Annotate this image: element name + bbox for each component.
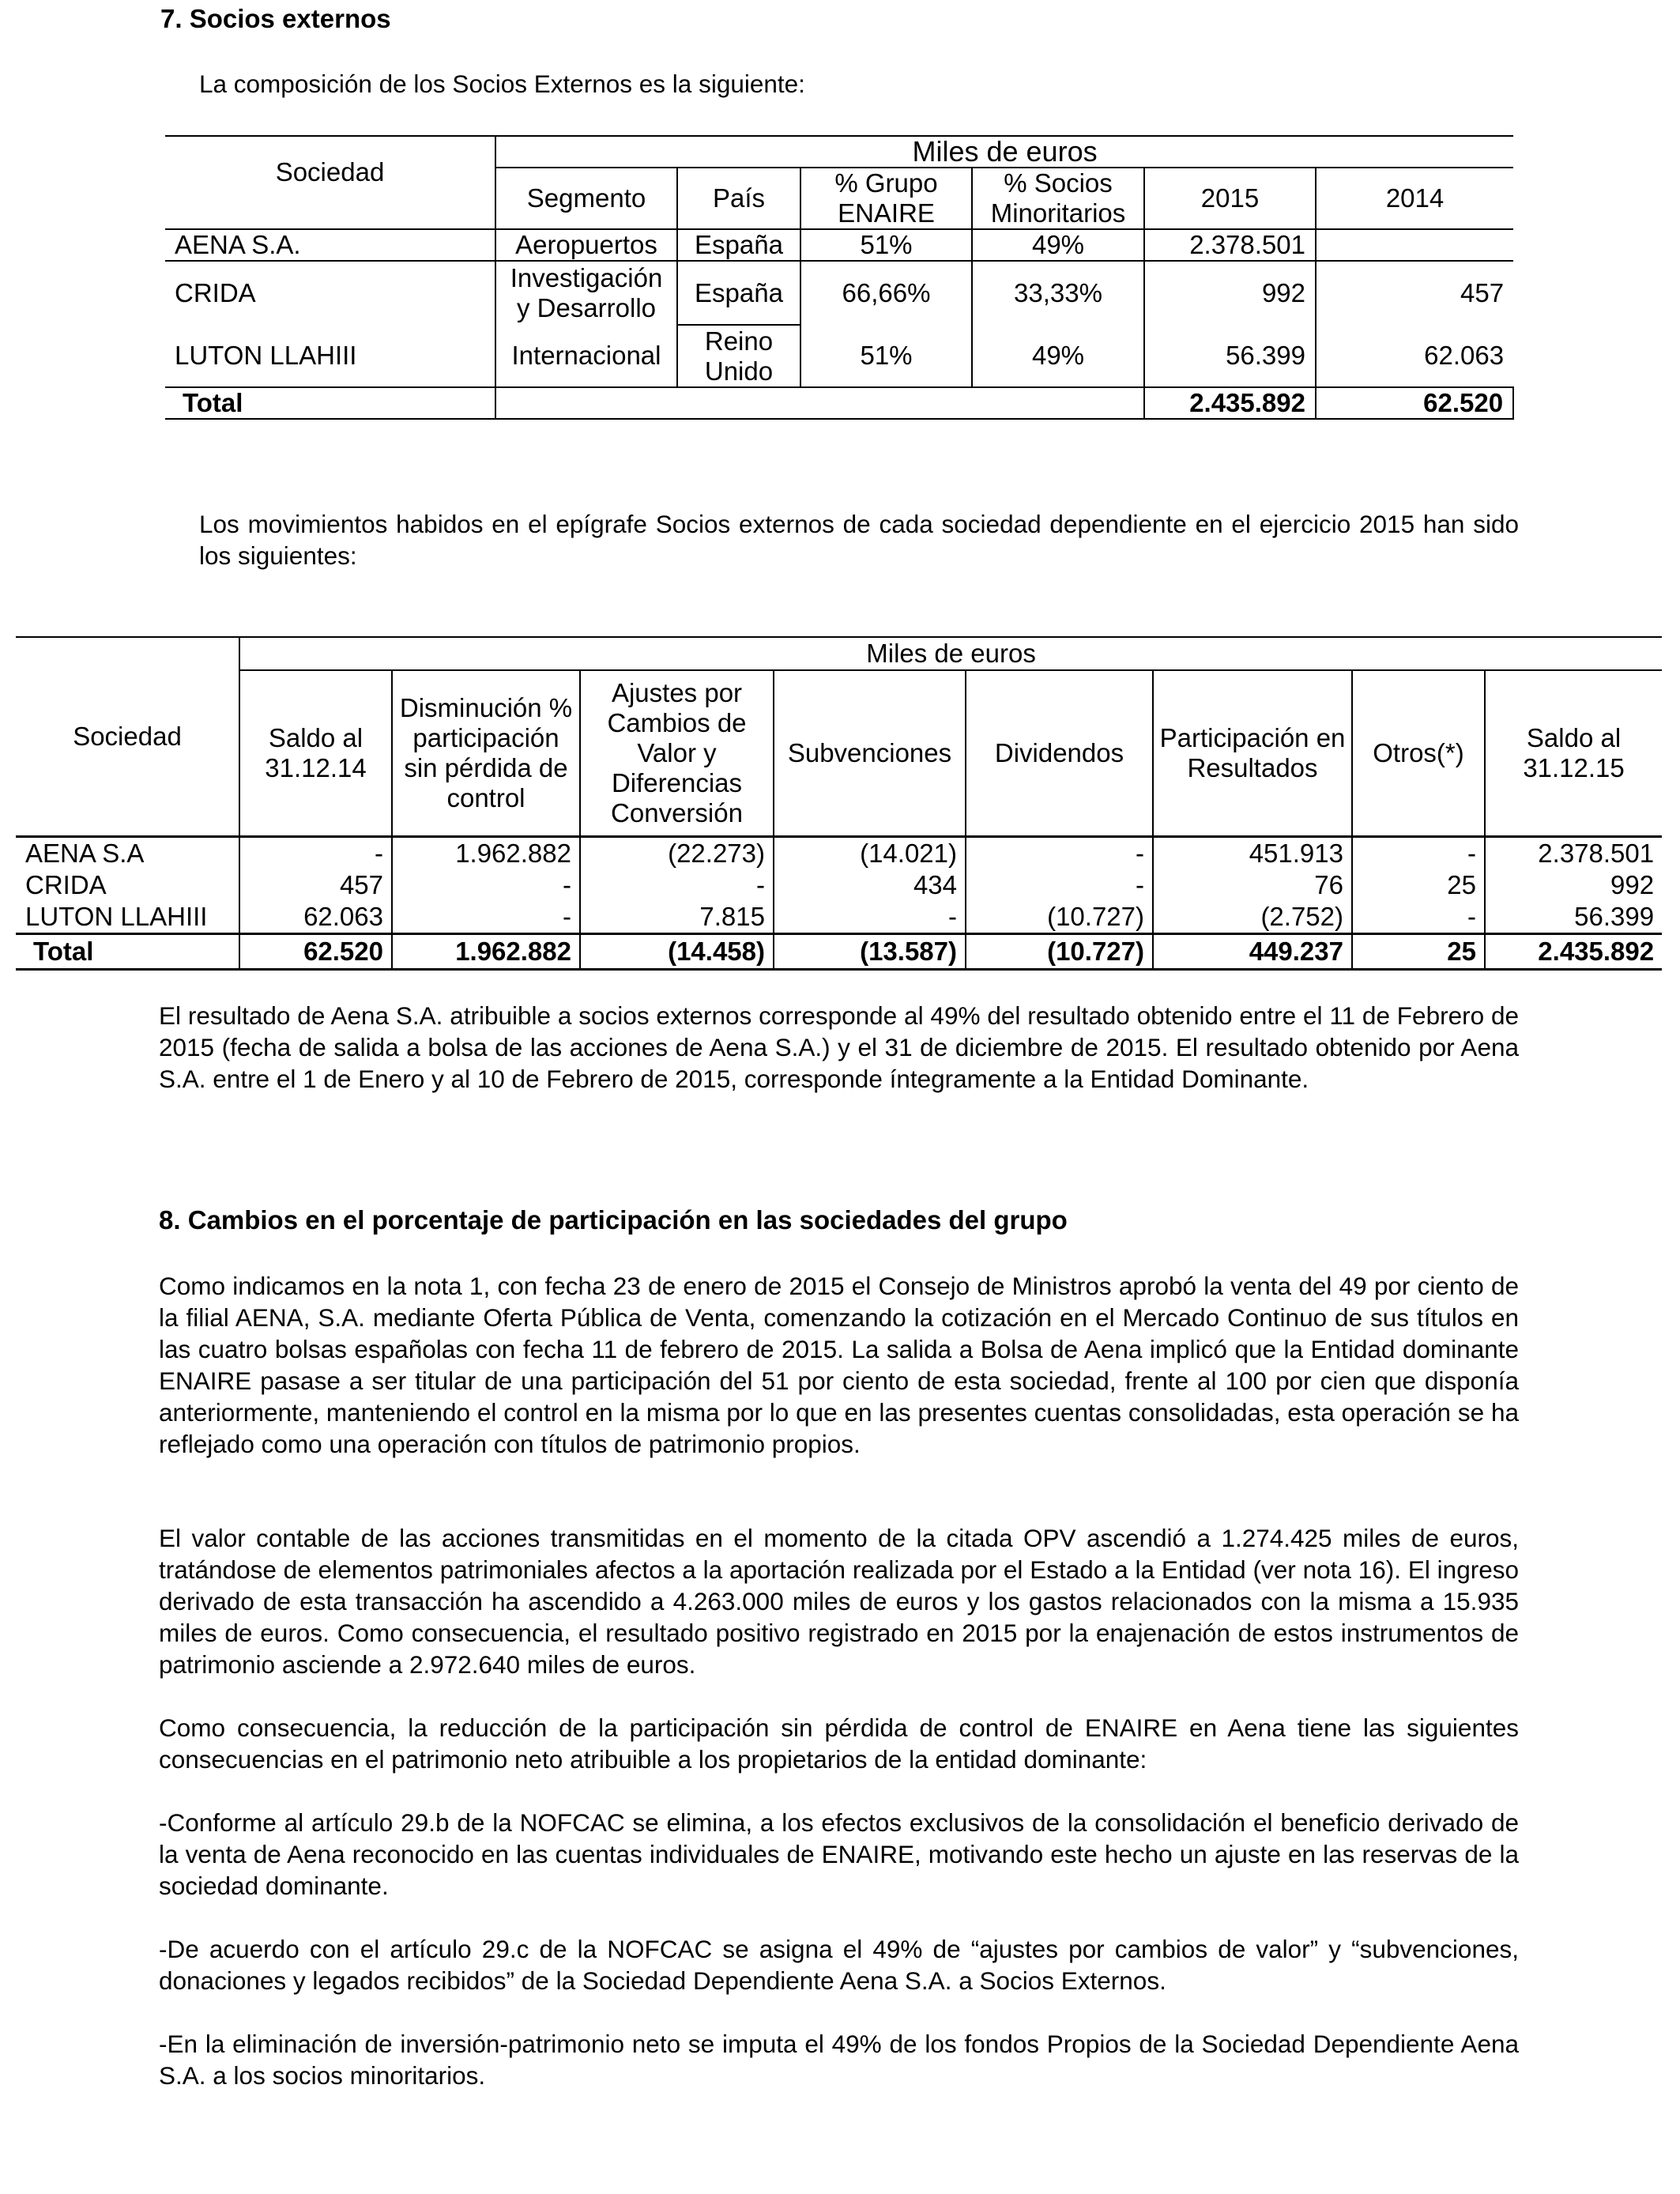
cell-saldo-final: 992 (1610, 870, 1655, 899)
cell-dividendos: - (966, 869, 1153, 901)
header-miles-de-euros: Miles de euros (495, 136, 1513, 168)
cell-sociedad: AENA S.A. (165, 229, 495, 261)
header-2014: 2014 (1316, 168, 1513, 229)
table-row (165, 261, 1513, 325)
total-2014: 62.520 (1316, 387, 1513, 419)
cell-otros: 25 (1352, 869, 1485, 901)
header-2015: 2015 (1144, 168, 1316, 229)
total-label: Total (165, 387, 495, 419)
cell-saldo-final: 56.399 (1485, 901, 1662, 934)
total-dividendos: (10.727) (966, 934, 1153, 970)
cell-segmento: Internacional (495, 325, 677, 387)
section-8-paragraph: El valor contable de las acciones transmitidas en el momento de la citada OPV ascendió a 1.274.425 miles de euros, tratándose de elementos patrimoniales afectos a la aportación realizada por el Estado a la Entidad (ver nota 16). El ingreso derivado de esta transacción ha ascendido a 4.263.000 miles de euros y los gastos relacionados con la misma a 15.935 miles de euros. Como consecuencia, el resultado positivo registrado en 2015 por la enajenación de estos instrumentos de patrimonio asciende a 2.972.640 miles de euros. (159, 1524, 1519, 1679)
table-row (16, 837, 1662, 870)
cell-ajustes: 7.815 (580, 901, 774, 934)
header-pais: País (677, 168, 800, 229)
cell-2014 (1316, 229, 1513, 261)
header-dividendos: Dividendos (966, 670, 1153, 837)
cell-ajustes: (22.273) (580, 837, 774, 870)
section-8-paragraph: -Conforme al artículo 29.b de la NOFCAC se elimina, a los efectos exclusivos de la consolidación el beneficio derivado de la venta de Aena reconocido en las cuentas individuales de ENAIRE, motivando este hecho un ajuste en las reservas de la sociedad dominante. (159, 1808, 1519, 1900)
cell-2014: 457 (1460, 278, 1505, 307)
cell-participacion: 76 (1153, 869, 1352, 901)
header-socios-minoritarios: % Socios Minoritarios (972, 168, 1144, 229)
cell-pais: Reino Unido (677, 325, 800, 387)
cell-sociedad: CRIDA (25, 870, 107, 899)
cell-grupo: 51% (800, 229, 972, 261)
cell-minoritarios: 49% (972, 325, 1144, 387)
total-saldo-final: 2.435.892 (1485, 934, 1662, 970)
header-sociedad: Sociedad (16, 637, 239, 837)
cell-otros: - (1352, 837, 1485, 870)
header-miles-de-euros: Miles de euros (239, 637, 1662, 670)
cell-2015: 56.399 (1144, 325, 1316, 387)
header-otros: Otros(*) (1352, 670, 1485, 837)
cell-grupo: 51% (800, 325, 972, 387)
table-row (165, 229, 1513, 261)
section-8-paragraph: Como indicamos en la nota 1, con fecha 23 de enero de 2015 el Consejo de Ministros aprobó la venta del 49 por ciento de la filial AENA, S.A. mediante Oferta Pública de Venta, comenzando la cotización en el Mercado Continuo de sus títulos en las cuatro bolsas españolas con fecha 11 de febrero de 2015. La salida a Bolsa de Aena implicó que la Entidad dominante ENAIRE pasase a ser titular de una participación del 51 por ciento de esta sociedad, frente al 100 por cien que disponía anteriormente, manteniendo el control en la misma por lo que en las presentes cuentas consolidadas, esta operación se ha reflejado como una operación con títulos de patrimonio propios. (159, 1272, 1519, 1458)
cell-saldo-final: 2.378.501 (1538, 839, 1655, 868)
cell-saldo-inicial: 457 (239, 869, 392, 901)
cell-dividendos: - (966, 837, 1153, 870)
socios-externos-table (165, 135, 1514, 420)
cell-subvenciones: - (774, 901, 966, 934)
cell-grupo: 66,66% (800, 261, 972, 325)
cell-subvenciones: (14.021) (774, 837, 966, 870)
cell-disminucion: 1.962.882 (392, 837, 580, 870)
total-otros: 25 (1352, 934, 1485, 970)
total-ajustes: (14.458) (580, 934, 774, 970)
cell-minoritarios: 33,33% (972, 261, 1144, 325)
total-saldo-inicial: 62.520 (239, 934, 392, 970)
cell-2014: 62.063 (1316, 325, 1513, 387)
cell-minoritarios: 49% (972, 229, 1144, 261)
table-header-row (16, 670, 1662, 837)
header-disminucion: Disminución % participación sin pérdida de control (392, 670, 580, 837)
cell-2015: 992 (1144, 261, 1316, 325)
cell-sociedad: LUTON LLAHIII (16, 901, 239, 934)
cell-sociedad: CRIDA (175, 278, 256, 307)
cell-pais: España (677, 261, 800, 325)
cell-saldo-inicial: - (239, 837, 392, 870)
header-saldo-final: Saldo al 31.12.15 (1485, 670, 1662, 837)
section-8-paragraph: -De acuerdo con el artículo 29.c de la NOFCAC se asigna el 49% de “ajustes por cambios de valor” y “subvenciones, donaciones y legados recibidos” de la Sociedad Dependiente Aena S.A. a Socios Externos. (159, 1935, 1519, 1995)
table-header-row (165, 136, 1513, 168)
cell-participacion: 451.913 (1153, 837, 1352, 870)
total-label: Total (16, 934, 239, 970)
total-disminucion: 1.962.882 (392, 934, 580, 970)
cell-segmento: Aeropuertos (495, 229, 677, 261)
cell-segmento: Investigación y Desarrollo (495, 261, 677, 325)
table-header-row (16, 637, 1662, 670)
cell-2015: 2.378.501 (1144, 229, 1316, 261)
table-row (16, 901, 1662, 934)
total-participacion: 449.237 (1153, 934, 1352, 970)
cell-subvenciones: 434 (774, 869, 966, 901)
total-2015: 2.435.892 (1144, 387, 1316, 419)
cell-participacion: (2.752) (1153, 901, 1352, 934)
section-7-title: 7. Socios externos (160, 4, 391, 33)
section-8-paragraph: -En la eliminación de inversión-patrimonio neto se imputa el 49% de los fondos Propios de la Sociedad Dependiente Aena S.A. a los socios minoritarios. (159, 2030, 1519, 2090)
section-8-paragraph: Como consecuencia, la reducción de la participación sin pérdida de control de ENAIRE en Aena tiene las siguientes consecuencias en el patrimonio neto atribuible a los propietarios de la entidad dominante: (159, 1713, 1519, 1774)
cell-saldo-inicial: 62.063 (239, 901, 392, 934)
total-empty (495, 387, 1144, 419)
section-8-title: 8. Cambios en el porcentaje de participación en las sociedades del grupo (159, 1205, 1068, 1235)
cell-ajustes: - (580, 869, 774, 901)
cell-disminucion: - (392, 901, 580, 934)
total-subvenciones: (13.587) (774, 934, 966, 970)
cell-otros: - (1352, 901, 1485, 934)
header-sociedad: Sociedad (165, 136, 495, 229)
section-7-intro: La composición de los Socios Externos es la siguiente: (199, 70, 805, 98)
header-subvenciones: Subvenciones (774, 670, 966, 837)
header-segmento: Segmento (495, 168, 677, 229)
table-total-row (16, 934, 1662, 970)
cell-pais: España (677, 229, 800, 261)
cell-disminucion: - (392, 869, 580, 901)
table-row (16, 869, 1662, 901)
movimientos-table (16, 636, 1662, 971)
cell-dividendos: (10.727) (966, 901, 1153, 934)
cell-sociedad: AENA S.A (25, 839, 145, 868)
table-total-row (165, 387, 1513, 419)
header-ajustes: Ajustes por Cambios de Valor y Diferencias Conversión (580, 670, 774, 837)
table-row (165, 325, 1513, 387)
header-grupo-enaire: % Grupo ENAIRE (800, 168, 972, 229)
header-saldo-inicial: Saldo al 31.12.14 (239, 670, 392, 837)
result-paragraph: El resultado de Aena S.A. atribuible a socios externos corresponde al 49% del resultado obtenido entre el 11 de Febrero de 2015 (fecha de salida a bolsa de las acciones de Aena S.A.) y el 31 de diciembre de 2015. El resultado obtenido por Aena S.A. entre el 1 de Enero y al 10 de Febrero de 2015, corresponde íntegramente a la Entidad Dominante. (159, 1001, 1519, 1093)
movements-intro: Los movimientos habidos en el epígrafe Socios externos de cada sociedad dependiente en el ejercicio 2015 han sido los siguientes: (199, 510, 1519, 570)
cell-sociedad: LUTON LLAHIII (165, 325, 495, 387)
header-participacion: Participación en Resultados (1153, 670, 1352, 837)
